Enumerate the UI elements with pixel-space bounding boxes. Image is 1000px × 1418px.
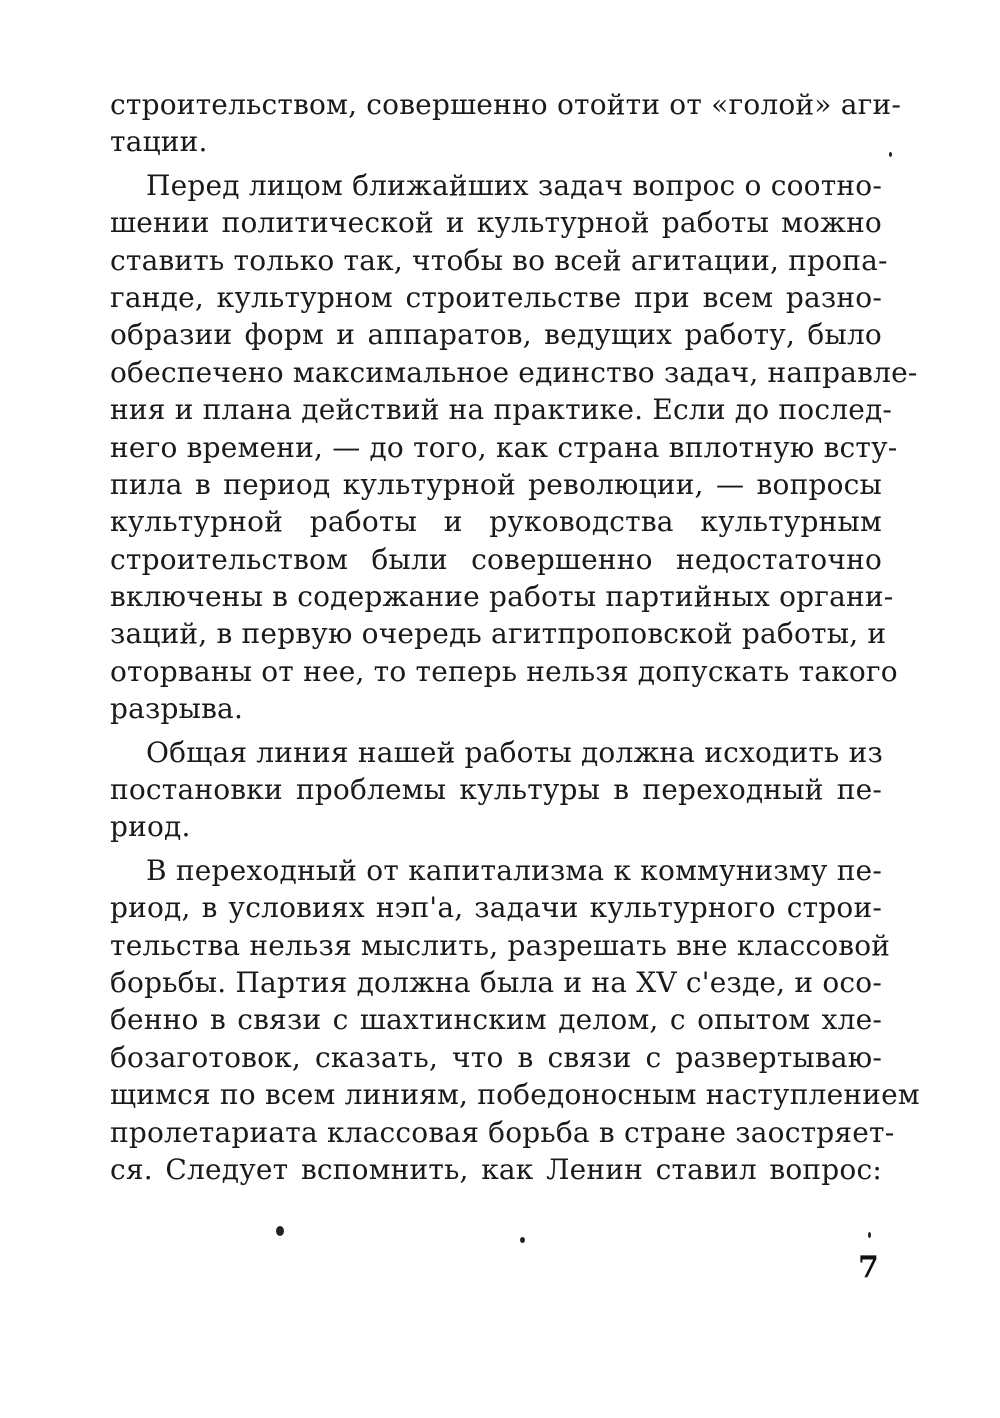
- text-line: оторваны от нее, то теперь нельзя допускать такого: [110, 654, 898, 688]
- text-line: риод, в условиях нэп'а, задачи культурного строи-: [110, 891, 882, 925]
- text-line: включены в содержание работы партийных органи-: [110, 580, 894, 614]
- text-line: бенно в связи с шахтинским делом, с опытом хле-: [110, 1003, 882, 1037]
- text-line: борьбы. Партия должна была и на XV с'езде, и осо-: [110, 965, 882, 999]
- text-line: ганде, культурном строительстве при всем разно-: [110, 280, 882, 314]
- text-line: В переходный от капитализма к коммунизму пе-: [146, 853, 882, 887]
- paragraph-1: [110, 86, 902, 161]
- text-line: риод.: [110, 810, 191, 844]
- text-line: ния и плана действий на практике. Если до послед-: [110, 393, 893, 427]
- paragraph-4: [110, 852, 920, 1189]
- page-number: 7: [858, 1250, 879, 1285]
- text-line: него времени, — до того, как страна вплотную всту-: [110, 430, 898, 464]
- text-line: тельства нельзя мыслить, разрешать вне классовой: [110, 928, 891, 962]
- text-line: строительством, совершенно отойти от «голой» аги-: [110, 88, 902, 121]
- text-line: образии форм и аппаратов, ведущих работу, было: [110, 318, 882, 352]
- print-speck: [889, 152, 892, 157]
- text-line: ставить только так, чтобы во всей агитации, пропа-: [110, 243, 888, 277]
- text-line: разрыва.: [110, 692, 244, 726]
- paragraph-2: [110, 167, 918, 728]
- text-line: обеспечено максимальное единство задач, направле-: [110, 355, 918, 389]
- text-line: пролетариата классовая борьба в стране заостряет-: [110, 1115, 895, 1149]
- text-line: строительством были совершенно недостаточно: [110, 542, 882, 576]
- text-line: ся. Следует вспомнить, как Ленин ставил вопрос:: [110, 1152, 882, 1186]
- text-line: бозаготовок, сказать, что в связи с развертываю-: [110, 1040, 882, 1074]
- text-line: шении политической и культурной работы можно: [110, 206, 882, 240]
- text-line: заций, в первую очередь агитпроповской работы, и: [110, 617, 887, 651]
- text-line: Перед лицом ближайших задач вопрос о соотно-: [146, 168, 882, 202]
- text-line: пила в период культурной революции, — вопросы: [110, 467, 882, 501]
- paragraph-3: [110, 734, 882, 846]
- print-speck: [520, 1237, 525, 1243]
- text-line: щимся по всем линиям, победоносным наступлением: [110, 1078, 920, 1112]
- text-line: тации.: [110, 125, 208, 159]
- print-speck: [276, 1226, 284, 1236]
- page-body: [110, 86, 920, 1194]
- print-speck: [868, 1232, 871, 1238]
- text-line: Общая линия нашей работы должна исходить из: [146, 735, 883, 769]
- text-line: культурной работы и руководства культурным: [110, 505, 882, 539]
- text-line: постановки проблемы культуры в переходный пе-: [110, 773, 882, 807]
